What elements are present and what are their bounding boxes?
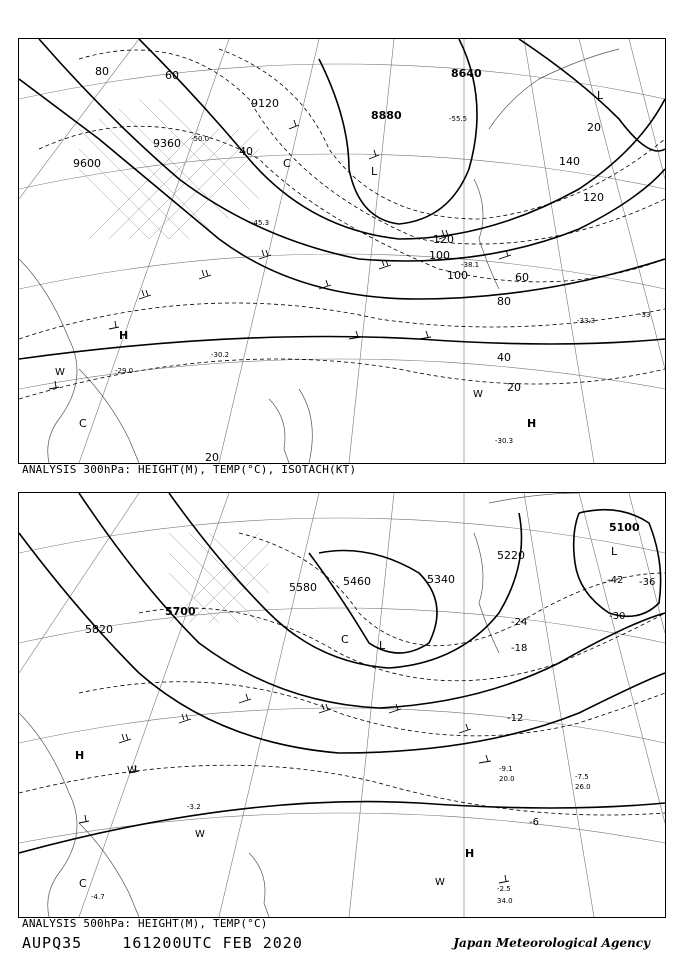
temp-label: -55.5 bbox=[449, 115, 468, 123]
station-value: -4.7 bbox=[91, 893, 105, 901]
isotach-label: 80 bbox=[497, 295, 511, 308]
high-center-symbol: H bbox=[75, 749, 85, 762]
isotach-label: 80 bbox=[95, 65, 109, 78]
height-contours bbox=[19, 493, 665, 853]
analysis-500hpa-map bbox=[18, 492, 666, 918]
valid-time: 161200UTC FEB 2020 bbox=[122, 934, 303, 952]
graticule bbox=[19, 493, 665, 917]
isotach-label: 100 bbox=[447, 269, 468, 282]
low-center-symbol: L bbox=[379, 639, 386, 652]
isotach-label: 140 bbox=[559, 155, 580, 168]
warm-center-symbol: W bbox=[55, 367, 65, 378]
temp-label: -29.0 bbox=[115, 367, 134, 375]
temp-label: -33.3 bbox=[577, 317, 596, 325]
coastline bbox=[19, 49, 619, 463]
cold-center-symbol: C bbox=[79, 877, 87, 890]
low-center-symbol: L bbox=[371, 165, 378, 178]
isotach-label: 40 bbox=[497, 351, 511, 364]
high-center-symbol: H bbox=[119, 329, 129, 342]
height-label: 8880 bbox=[371, 109, 402, 122]
isotach-label: 120 bbox=[433, 233, 454, 246]
height-label: 5700 bbox=[165, 605, 196, 618]
temp-label: -33 bbox=[639, 311, 651, 319]
isotach-label: 40 bbox=[239, 145, 253, 158]
isotach-label: 20 bbox=[507, 381, 521, 394]
analysis-500hpa-map-svg bbox=[19, 493, 665, 917]
height-label: 5580 bbox=[289, 581, 317, 594]
isotherm-label: -42 bbox=[607, 575, 624, 586]
height-label: 9600 bbox=[73, 157, 101, 170]
isotherm-label: -6 bbox=[529, 817, 539, 828]
graticule bbox=[19, 39, 665, 463]
isotherm-label: -12 bbox=[507, 713, 524, 724]
temp-label: -30.3 bbox=[495, 437, 514, 445]
wind-barbs bbox=[79, 694, 509, 883]
height-label: 8640 bbox=[451, 67, 482, 80]
caption-300hpa: ANALYSIS 300hPa: HEIGHT(M), TEMP(°C), ISOTACH(KT) bbox=[22, 463, 357, 476]
isotherm-label: -18 bbox=[511, 643, 528, 654]
height-label: 5220 bbox=[497, 549, 525, 562]
isotach-label: 20 bbox=[587, 121, 601, 134]
agency-name: Japan Meteorological Agency bbox=[453, 936, 650, 950]
high-center-symbol: H bbox=[527, 417, 537, 430]
height-contours bbox=[19, 39, 665, 359]
height-label: 5340 bbox=[427, 573, 455, 586]
isotach-lines bbox=[19, 49, 665, 399]
cold-center-symbol: C bbox=[283, 157, 291, 170]
isotherm-label: -36 bbox=[639, 577, 656, 588]
height-label: 5460 bbox=[343, 575, 371, 588]
hatch-region bbox=[79, 99, 259, 239]
station-value: -2.5 bbox=[497, 885, 511, 893]
isotach-label: 60 bbox=[165, 69, 179, 82]
station-value: -3.2 bbox=[187, 803, 201, 811]
isotherm-label: -24 bbox=[511, 617, 528, 628]
temp-label: -45.3 bbox=[251, 219, 270, 227]
caption-500hpa: ANALYSIS 500hPa: HEIGHT(M), TEMP(°C) bbox=[22, 917, 268, 930]
low-center-symbol: L bbox=[611, 545, 618, 558]
cold-center-symbol: C bbox=[79, 417, 87, 430]
warm-center-symbol: W bbox=[473, 389, 483, 400]
chart-code: AUPQ35 bbox=[22, 934, 83, 952]
isotach-label: 120 bbox=[583, 191, 604, 204]
analysis-300hpa-map-svg bbox=[19, 39, 665, 463]
isotach-label: 100 bbox=[429, 249, 450, 262]
low-center-symbol: L bbox=[597, 89, 604, 102]
temp-label: -50.0 bbox=[191, 135, 210, 143]
cold-center-symbol: C bbox=[341, 633, 349, 646]
station-value: 34.0 bbox=[497, 897, 513, 905]
station-value: 26.0 bbox=[575, 783, 591, 791]
isotach-label: 60 bbox=[515, 271, 529, 284]
temp-isotherms bbox=[19, 533, 665, 815]
temp-label: -30.2 bbox=[211, 351, 230, 359]
warm-center-symbol: W bbox=[195, 829, 205, 840]
analysis-300hpa-map bbox=[18, 38, 666, 464]
isotach-label: 20 bbox=[205, 451, 219, 463]
station-value: -9.1 bbox=[499, 765, 513, 773]
chart-code-and-time bbox=[22, 934, 303, 952]
height-label: 5820 bbox=[85, 623, 113, 636]
temp-label: -38.1 bbox=[461, 261, 480, 269]
high-center-symbol: H bbox=[465, 847, 475, 860]
station-value: -7.5 bbox=[575, 773, 589, 781]
warm-center-symbol: W bbox=[435, 877, 445, 888]
height-label: 5100 bbox=[609, 521, 640, 534]
station-value: 20.0 bbox=[499, 775, 515, 783]
warm-center-symbol: W bbox=[127, 765, 137, 776]
height-label: 9120 bbox=[251, 97, 279, 110]
isotherm-label: -30 bbox=[609, 611, 626, 622]
height-label: 9360 bbox=[153, 137, 181, 150]
